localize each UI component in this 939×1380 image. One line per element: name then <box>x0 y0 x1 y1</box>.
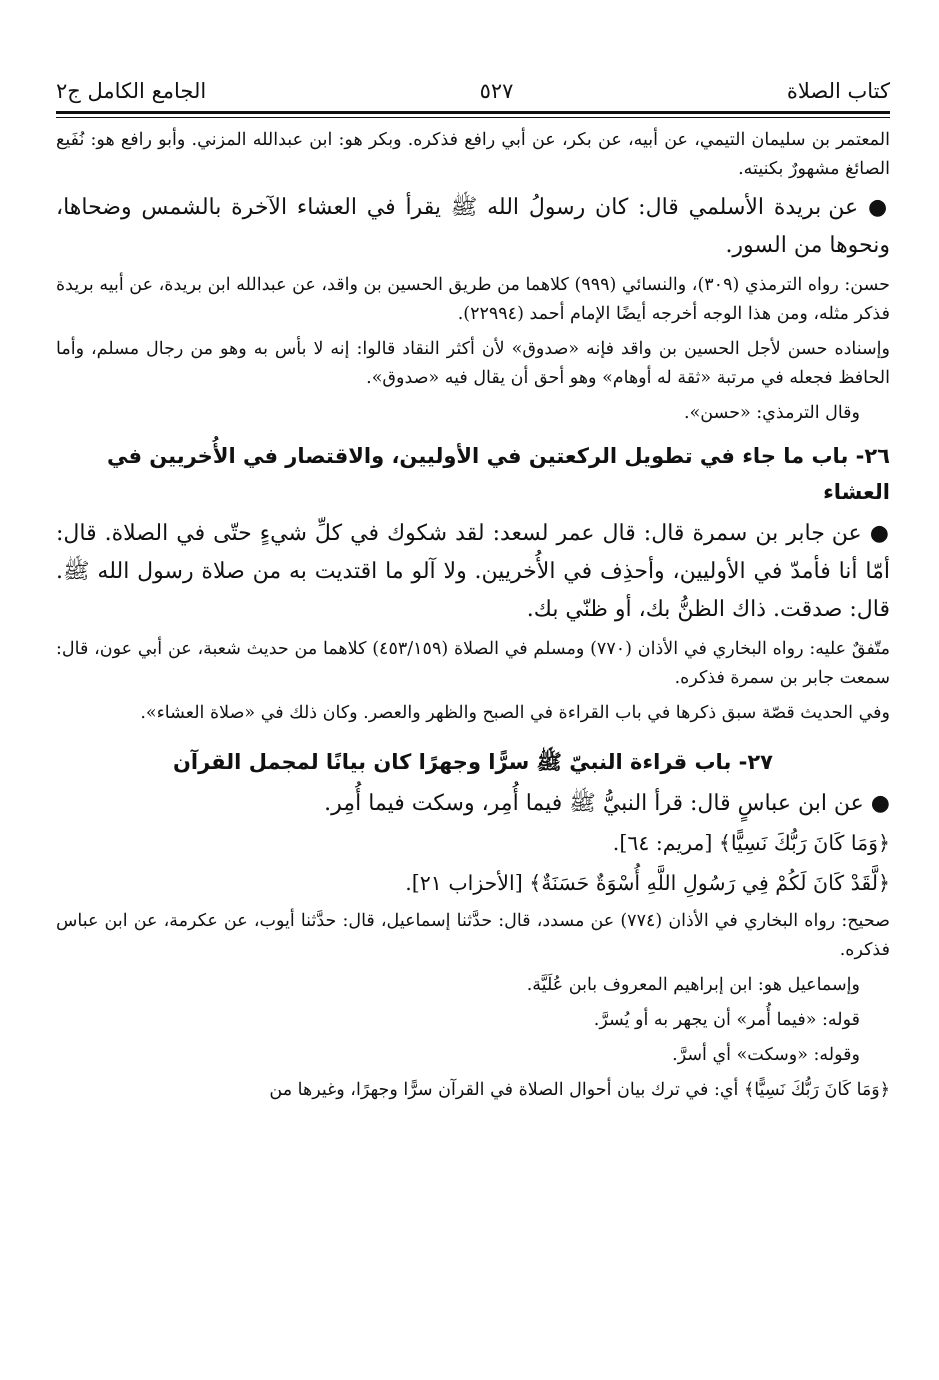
header-thick-rule <box>56 111 890 114</box>
commentary-paragraph: وقال الترمذي: «حسن». <box>684 403 860 423</box>
hadith-bullet-icon: ● <box>870 790 890 816</box>
commentary-paragraph: وإسماعيل هو: ابن إبراهيم المعروف بابن عُلَيَّة. <box>526 975 860 995</box>
hadith-bullet-icon: ● <box>867 194 890 220</box>
commentary-paragraph: وفي الحديث قصّة سبق ذكرها في باب القراءة في الصبح والظهر والعصر. وكان ذلك في «صلاة العشاء». <box>140 703 890 723</box>
running-header <box>56 64 890 102</box>
hadith-bullet-icon: ● <box>869 520 891 546</box>
header-volume: الجامع الكامل ج٢ <box>56 79 207 103</box>
commentary-paragraph: حسن: رواه الترمذي (٣٠٩)، والنسائي (٩٩٩) كلاهما من طريق الحسين بن واقد، عن عبدالله ابن بريدة، عن أبيه بريدة فذكر مثله، ومن هذا الوجه أخرجه أيضًا الإمام أحمد (٢٢٩٩٤). <box>56 275 890 324</box>
hadith-text <box>56 188 890 265</box>
quran-verse: ﴿لَّقَدْ كَانَ لَكُمْ فِي رَسُولِ اللَّهِ أُسْوَةٌ حَسَنَةٌ﴾ [الأحزاب ٢١]. <box>405 871 890 895</box>
commentary-paragraph: ﴿وَمَا كَانَ رَبُّكَ نَسِيًّا﴾ أي: في ترك بيان أحوال الصلاة في القرآن سرًّا وجهرًا، وغيرها من <box>269 1080 890 1100</box>
commentary-paragraph: صحيح: رواه البخاري في الأذان (٧٧٤) عن مسدد، قال: حدَّثنا إسماعيل، قال: حدَّثنا أيوب، عن عكرمة، عن ابن عباس فذكره. <box>56 911 890 960</box>
header-book-title: كتاب الصلاة <box>786 79 890 103</box>
commentary-paragraph: متّفقٌ عليه: رواه البخاري في الأذان (٧٧٠) ومسلم في الصلاة (٤٥٣/١٥٩) كلاهما من حديث شعبة، عن أبي عون، قال: سمعت جابر بن سمرة فذكره. <box>56 639 890 688</box>
hadith-text <box>56 784 890 823</box>
commentary-paragraph: المعتمر بن سليمان التيمي، عن أبيه، عن بكر، عن أبي رافع فذكره. وبكر هو: ابن عبدالله المزني. وأبو رافع هو: نُفَيع الصائغ مشهورٌ بكنيته. <box>56 130 890 179</box>
header-thin-rule <box>56 117 890 118</box>
book-page <box>56 64 890 1105</box>
hadith-body: عن بريدة الأسلمي قال: كان رسولُ الله ﷺ يقرأ في العشاء الآخرة بالشمس وضحاها، ونحوها من السور. <box>56 195 890 258</box>
chapter-heading-27: ٢٧- باب قراءة النبيّ ﷺ سرًّا وجهرًا كان بيانًا لمجمل القرآن <box>173 750 773 774</box>
commentary-paragraph: وقوله: «وسكت» أي أسرَّ. <box>672 1045 860 1065</box>
commentary-paragraph: وإسناده حسن لأجل الحسين بن واقد فإنه «صدوق» لأن أكثر النقاد قالوا: إنه لا بأس به وهو من رجال مسلم، وأما الحافظ فجعله في مرتبة «ثقة له أوهام» وهو أحق أن يقال فيه «صدوق». <box>56 339 890 388</box>
hadith-body: عن جابر بن سمرة قال: قال عمر لسعد: لقد شكوك في كلِّ شيءٍ حتّى في الصلاة. قال: أمّا أنا فأمدّ في الأوليين، وأحذِف في الأُخريين. ولا آلو ما اقتديت به من صلاة رسول الله ﷺ. قال: صدقت. ذاك الظنُّ بك، أو ظنّي بك. <box>56 521 890 622</box>
quran-verse: ﴿وَمَا كَانَ رَبُّكَ نَسِيًّا﴾ [مريم: ٦٤]. <box>612 831 890 855</box>
hadith-body: عن ابن عباسٍ قال: قرأ النبيُّ ﷺ فيما أُمِر، وسكت فيما أُمِر. <box>324 791 864 816</box>
hadith-text <box>56 514 890 629</box>
commentary-paragraph: قوله: «فيما أُمر» أن يجهر به أو يُسرَّ. <box>593 1010 860 1030</box>
page-number: ٥٢٧ <box>479 79 514 103</box>
chapter-heading-26: ٢٦- باب ما جاء في تطويل الركعتين في الأوليين، والاقتصار في الأُخريين في العشاء <box>106 444 890 504</box>
